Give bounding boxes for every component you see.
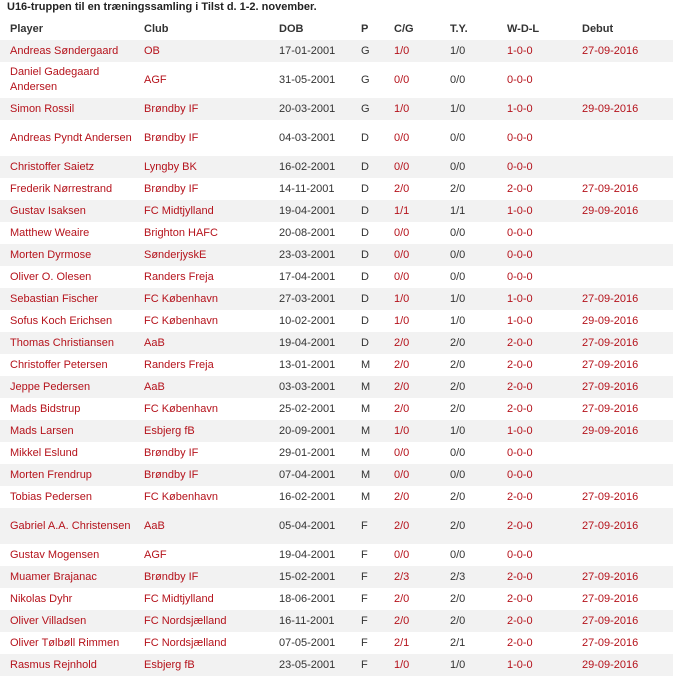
player-link[interactable]: Daniel Gadegaard Andersen [0,62,134,98]
debut-link[interactable]: 29-09-2016 [572,420,673,442]
wdl-link[interactable]: 2-0-0 [497,588,572,610]
club-link[interactable]: FC Nordsjælland [134,610,269,632]
debut-link[interactable] [572,442,673,464]
club-link[interactable]: Brøndby IF [134,178,269,200]
wdl-link[interactable]: 1-0-0 [497,200,572,222]
caps-goals-link[interactable]: 2/0 [384,610,440,632]
wdl-link[interactable]: 2-0-0 [497,508,572,544]
caps-goals-link[interactable]: 2/1 [384,632,440,654]
wdl-link[interactable]: 0-0-0 [497,244,572,266]
wdl-link[interactable]: 2-0-0 [497,398,572,420]
dob-cell: 25-02-2001 [269,398,351,420]
header-wdl: W-D-L [497,18,572,40]
wdl-link[interactable]: 1-0-0 [497,654,572,676]
table-row [0,354,673,376]
total-cell: 2/0 [440,376,497,398]
dob-cell: 17-04-2001 [269,266,351,288]
page-title: U16-truppen til en træningssamling i Tilst d. 1-2. november. [7,1,317,13]
table-row [0,486,673,508]
position-cell: D [351,222,384,244]
player-link[interactable]: Christoffer Petersen [0,354,134,376]
position-cell: D [351,288,384,310]
header-club: Club [134,18,269,40]
caps-goals-link[interactable]: 0/0 [384,156,440,178]
wdl-link[interactable]: 0-0-0 [497,120,572,156]
caps-goals-link[interactable]: 2/0 [384,588,440,610]
total-cell: 2/1 [440,632,497,654]
dob-cell: 13-01-2001 [269,354,351,376]
player-link[interactable]: Andreas Pyndt Andersen [0,120,134,156]
wdl-link[interactable]: 1-0-0 [497,98,572,120]
player-link[interactable]: Simon Rossil [0,98,134,120]
position-cell: D [351,266,384,288]
dob-cell: 19-04-2001 [269,332,351,354]
table-row [0,398,673,420]
position-cell: D [351,244,384,266]
table-row [0,376,673,398]
table-body [0,40,673,676]
player-link[interactable]: Jeppe Pedersen [0,376,134,398]
table-row [0,178,673,200]
player-link[interactable]: Gabriel A.A. Christensen [0,508,134,544]
debut-link[interactable]: 29-09-2016 [572,98,673,120]
player-link[interactable]: Mads Bidstrup [0,398,134,420]
player-link[interactable]: Christoffer Saietz [0,156,134,178]
caps-goals-link[interactable]: 2/0 [384,508,440,544]
position-cell: F [351,544,384,566]
dob-cell: 04-03-2001 [269,120,351,156]
caps-goals-link[interactable]: 0/0 [384,464,440,486]
caps-goals-link[interactable]: 1/0 [384,288,440,310]
total-cell: 0/0 [440,156,497,178]
dob-cell: 16-11-2001 [269,610,351,632]
table-row [0,508,673,544]
player-link[interactable]: Morten Frendrup [0,464,134,486]
total-cell: 2/0 [440,398,497,420]
wdl-link[interactable]: 0-0-0 [497,266,572,288]
club-link[interactable]: AaB [134,508,269,544]
debut-link[interactable] [572,464,673,486]
player-link[interactable]: Gustav Isaksen [0,200,134,222]
table-row [0,464,673,486]
dob-cell: 29-01-2001 [269,442,351,464]
total-cell: 1/0 [440,654,497,676]
caps-goals-link[interactable]: 2/0 [384,398,440,420]
club-link[interactable]: FC København [134,288,269,310]
position-cell: D [351,200,384,222]
club-link[interactable]: Brøndby IF [134,98,269,120]
table-row [0,566,673,588]
club-link[interactable]: FC Midtjylland [134,588,269,610]
club-link[interactable]: Brighton HAFC [134,222,269,244]
total-cell: 1/0 [440,288,497,310]
club-link[interactable]: FC København [134,486,269,508]
total-cell: 0/0 [440,120,497,156]
wdl-link[interactable]: 0-0-0 [497,442,572,464]
table-row [0,40,673,62]
caps-goals-link[interactable]: 0/0 [384,62,440,98]
header-debut: Debut [572,18,673,40]
club-link[interactable]: Lyngby BK [134,156,269,178]
debut-link[interactable]: 27-09-2016 [572,332,673,354]
caps-goals-link[interactable]: 0/0 [384,266,440,288]
player-link[interactable]: Muamer Brajanac [0,566,134,588]
position-cell: M [351,376,384,398]
club-link[interactable]: FC København [134,398,269,420]
table-row [0,610,673,632]
header-caps-goals: C/G [384,18,440,40]
club-link[interactable]: Randers Freja [134,354,269,376]
total-cell: 0/0 [440,464,497,486]
debut-link[interactable]: 27-09-2016 [572,508,673,544]
club-link[interactable]: AGF [134,544,269,566]
dob-cell: 14-11-2001 [269,178,351,200]
club-link[interactable]: OB [134,40,269,62]
player-link[interactable]: Nikolas Dyhr [0,588,134,610]
club-link[interactable]: AGF [134,62,269,98]
position-cell: M [351,398,384,420]
total-cell: 2/3 [440,566,497,588]
wdl-link[interactable]: 0-0-0 [497,544,572,566]
position-cell: F [351,654,384,676]
player-link[interactable]: Oliver O. Olesen [0,266,134,288]
debut-link[interactable]: 27-09-2016 [572,398,673,420]
wdl-link[interactable]: 0-0-0 [497,156,572,178]
position-cell: G [351,62,384,98]
debut-link[interactable] [572,156,673,178]
caps-goals-link[interactable]: 1/0 [384,40,440,62]
debut-link[interactable] [572,266,673,288]
caps-goals-link[interactable]: 1/1 [384,200,440,222]
dob-cell: 15-02-2001 [269,566,351,588]
total-cell: 1/0 [440,420,497,442]
table-row [0,98,673,120]
total-cell: 1/0 [440,98,497,120]
dob-cell: 16-02-2001 [269,486,351,508]
wdl-link[interactable]: 2-0-0 [497,632,572,654]
player-link[interactable]: Oliver Tølbøll Rimmen [0,632,134,654]
dob-cell: 07-05-2001 [269,632,351,654]
player-link[interactable]: Mads Larsen [0,420,134,442]
debut-link[interactable]: 27-09-2016 [572,632,673,654]
wdl-link[interactable]: 2-0-0 [497,332,572,354]
player-link[interactable]: Tobias Pedersen [0,486,134,508]
player-link[interactable]: Rasmus Rejnhold [0,654,134,676]
club-link[interactable]: FC Nordsjælland [134,632,269,654]
wdl-link[interactable]: 2-0-0 [497,178,572,200]
debut-link[interactable] [572,62,673,98]
debut-link[interactable]: 27-09-2016 [572,354,673,376]
player-link[interactable]: Sofus Koch Erichsen [0,310,134,332]
wdl-link[interactable]: 2-0-0 [497,566,572,588]
caps-goals-link[interactable]: 0/0 [384,244,440,266]
club-link[interactable]: Randers Freja [134,266,269,288]
wdl-link[interactable]: 0-0-0 [497,464,572,486]
dob-cell: 23-03-2001 [269,244,351,266]
header-position: P [351,18,384,40]
player-link[interactable]: Mikkel Eslund [0,442,134,464]
wdl-link[interactable]: 1-0-0 [497,288,572,310]
position-cell: M [351,442,384,464]
wdl-link[interactable]: 0-0-0 [497,62,572,98]
debut-link[interactable]: 27-09-2016 [572,486,673,508]
dob-cell: 16-02-2001 [269,156,351,178]
debut-link[interactable]: 27-09-2016 [572,40,673,62]
total-cell: 2/0 [440,332,497,354]
table-row [0,200,673,222]
dob-cell: 20-08-2001 [269,222,351,244]
table-row [0,544,673,566]
club-link[interactable]: Brøndby IF [134,120,269,156]
club-link[interactable]: SønderjyskE [134,244,269,266]
debut-link[interactable] [572,244,673,266]
table-row [0,654,673,676]
caps-goals-link[interactable]: 1/0 [384,310,440,332]
squad-table [0,18,673,676]
caps-goals-link[interactable]: 2/0 [384,332,440,354]
dob-cell: 19-04-2001 [269,544,351,566]
table-row [0,442,673,464]
debut-link[interactable]: 29-09-2016 [572,654,673,676]
caps-goals-link[interactable]: 1/0 [384,98,440,120]
debut-link[interactable] [572,120,673,156]
total-cell: 2/0 [440,610,497,632]
dob-cell: 23-05-2001 [269,654,351,676]
total-cell: 0/0 [440,244,497,266]
debut-link[interactable]: 29-09-2016 [572,200,673,222]
wdl-link[interactable]: 1-0-0 [497,310,572,332]
debut-link[interactable] [572,544,673,566]
position-cell: F [351,508,384,544]
total-cell: 1/0 [440,40,497,62]
table-row [0,288,673,310]
wdl-link[interactable]: 2-0-0 [497,610,572,632]
caps-goals-link[interactable]: 0/0 [384,120,440,156]
caps-goals-link[interactable]: 1/0 [384,420,440,442]
dob-cell: 20-03-2001 [269,98,351,120]
caps-goals-link[interactable]: 2/0 [384,354,440,376]
dob-cell: 05-04-2001 [269,508,351,544]
table-header-row [0,18,673,40]
dob-cell: 17-01-2001 [269,40,351,62]
position-cell: G [351,40,384,62]
debut-link[interactable]: 27-09-2016 [572,566,673,588]
club-link[interactable]: Esbjerg fB [134,654,269,676]
header-total: T.Y. [440,18,497,40]
table-row [0,120,673,156]
header-player: Player [0,18,134,40]
wdl-link[interactable]: 1-0-0 [497,420,572,442]
dob-cell: 31-05-2001 [269,62,351,98]
caps-goals-link[interactable]: 2/0 [384,178,440,200]
total-cell: 0/0 [440,442,497,464]
caps-goals-link[interactable]: 2/0 [384,486,440,508]
debut-link[interactable]: 27-09-2016 [572,376,673,398]
position-cell: M [351,354,384,376]
position-cell: F [351,566,384,588]
table-row [0,420,673,442]
total-cell: 1/0 [440,310,497,332]
wdl-link[interactable]: 2-0-0 [497,486,572,508]
table-row [0,62,673,98]
club-link[interactable]: FC Midtjylland [134,200,269,222]
position-cell: F [351,610,384,632]
caps-goals-link[interactable]: 0/0 [384,442,440,464]
caps-goals-link[interactable]: 0/0 [384,222,440,244]
debut-link[interactable] [572,222,673,244]
table-row [0,332,673,354]
player-link[interactable]: Gustav Mogensen [0,544,134,566]
total-cell: 0/0 [440,222,497,244]
caps-goals-link[interactable]: 2/3 [384,566,440,588]
total-cell: 1/1 [440,200,497,222]
dob-cell: 10-02-2001 [269,310,351,332]
caps-goals-link[interactable]: 2/0 [384,376,440,398]
club-link[interactable]: Esbjerg fB [134,420,269,442]
header-dob: DOB [269,18,351,40]
dob-cell: 03-03-2001 [269,376,351,398]
wdl-link[interactable]: 2-0-0 [497,376,572,398]
table-row [0,222,673,244]
total-cell: 0/0 [440,62,497,98]
caps-goals-link[interactable]: 1/0 [384,654,440,676]
table-row [0,632,673,654]
caps-goals-link[interactable]: 0/0 [384,544,440,566]
total-cell: 2/0 [440,486,497,508]
player-link[interactable]: Matthew Weaire [0,222,134,244]
position-cell: M [351,486,384,508]
club-link[interactable]: Brøndby IF [134,464,269,486]
wdl-link[interactable]: 0-0-0 [497,222,572,244]
table-row [0,310,673,332]
total-cell: 0/0 [440,266,497,288]
dob-cell: 18-06-2001 [269,588,351,610]
total-cell: 2/0 [440,588,497,610]
club-link[interactable]: Brøndby IF [134,566,269,588]
wdl-link[interactable]: 2-0-0 [497,354,572,376]
dob-cell: 27-03-2001 [269,288,351,310]
table-row [0,244,673,266]
total-cell: 2/0 [440,508,497,544]
table-row [0,588,673,610]
player-link[interactable]: Sebastian Fischer [0,288,134,310]
debut-link[interactable]: 29-09-2016 [572,310,673,332]
table-row [0,266,673,288]
position-cell: D [351,310,384,332]
position-cell: D [351,156,384,178]
debut-link[interactable]: 27-09-2016 [572,178,673,200]
dob-cell: 19-04-2001 [269,200,351,222]
total-cell: 0/0 [440,544,497,566]
position-cell: D [351,178,384,200]
player-link[interactable]: Morten Dyrmose [0,244,134,266]
position-cell: M [351,464,384,486]
position-cell: G [351,98,384,120]
wdl-link[interactable]: 1-0-0 [497,40,572,62]
club-link[interactable]: AaB [134,376,269,398]
position-cell: M [351,420,384,442]
debut-link[interactable]: 27-09-2016 [572,288,673,310]
position-cell: D [351,332,384,354]
dob-cell: 07-04-2001 [269,464,351,486]
position-cell: D [351,120,384,156]
dob-cell: 20-09-2001 [269,420,351,442]
position-cell: F [351,588,384,610]
player-link[interactable]: Oliver Villadsen [0,610,134,632]
position-cell: F [351,632,384,654]
debut-link[interactable]: 27-09-2016 [572,588,673,610]
player-link[interactable]: Andreas Søndergaard [0,40,134,62]
debut-link[interactable]: 27-09-2016 [572,610,673,632]
player-link[interactable]: Frederik Nørrestrand [0,178,134,200]
total-cell: 2/0 [440,178,497,200]
player-link[interactable]: Thomas Christiansen [0,332,134,354]
club-link[interactable]: FC København [134,310,269,332]
table-row [0,156,673,178]
club-link[interactable]: Brøndby IF [134,442,269,464]
club-link[interactable]: AaB [134,332,269,354]
total-cell: 2/0 [440,354,497,376]
